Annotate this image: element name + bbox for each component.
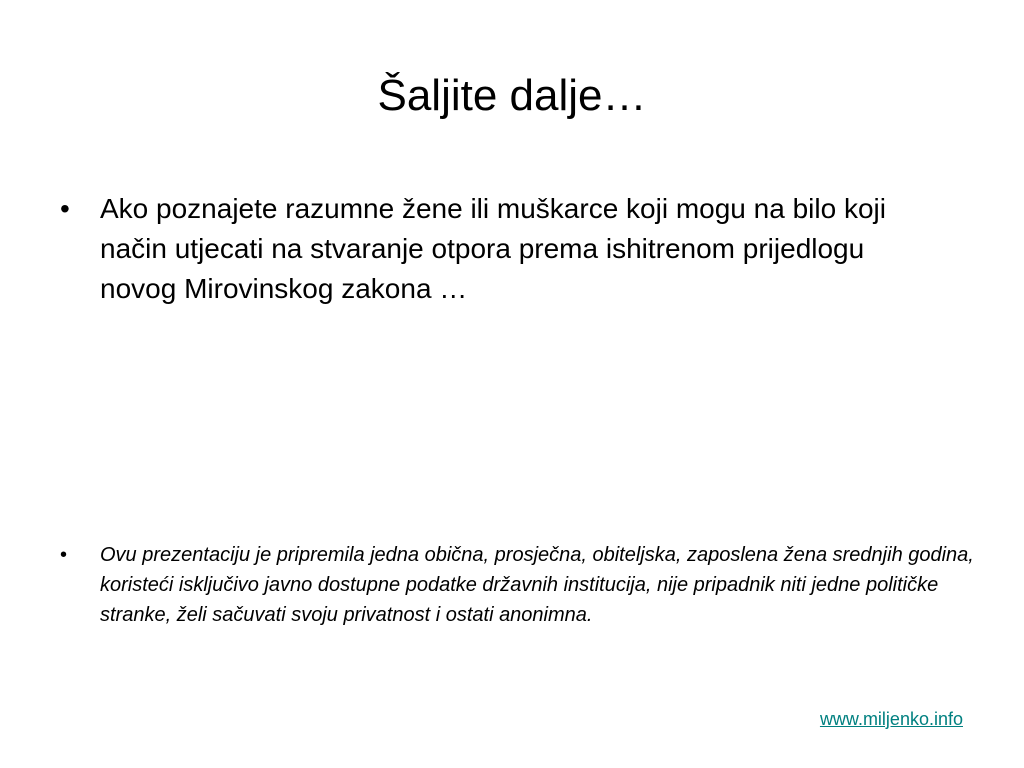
main-bullet-item bbox=[60, 189, 960, 309]
author-note-text: Ovu prezentaciju je pripremila jedna obična, prosječna, obiteljska, zaposlena žena srednjih godina, koristeći isključivo javno dostupne podatke državnih institucija, nije pripadnik niti jedne političke stranke, želi sačuvati svoju privatnost i ostati anonimna. bbox=[100, 544, 974, 626]
website-link[interactable]: www.miljenko.info bbox=[819, 709, 963, 729]
author-note-bullet-item bbox=[60, 540, 980, 630]
slide-title: Šaljite dalje… bbox=[377, 71, 647, 120]
main-bullet-text: Ako poznajete razumne žene ili muškarce koji mogu na bilo koji način utjecati na stvaranje otpora prema ishitrenom prijedlogu novog Mirovinskog zakona … bbox=[100, 193, 886, 304]
bullet-marker: • bbox=[60, 193, 70, 224]
bullet-marker: • bbox=[60, 544, 68, 566]
